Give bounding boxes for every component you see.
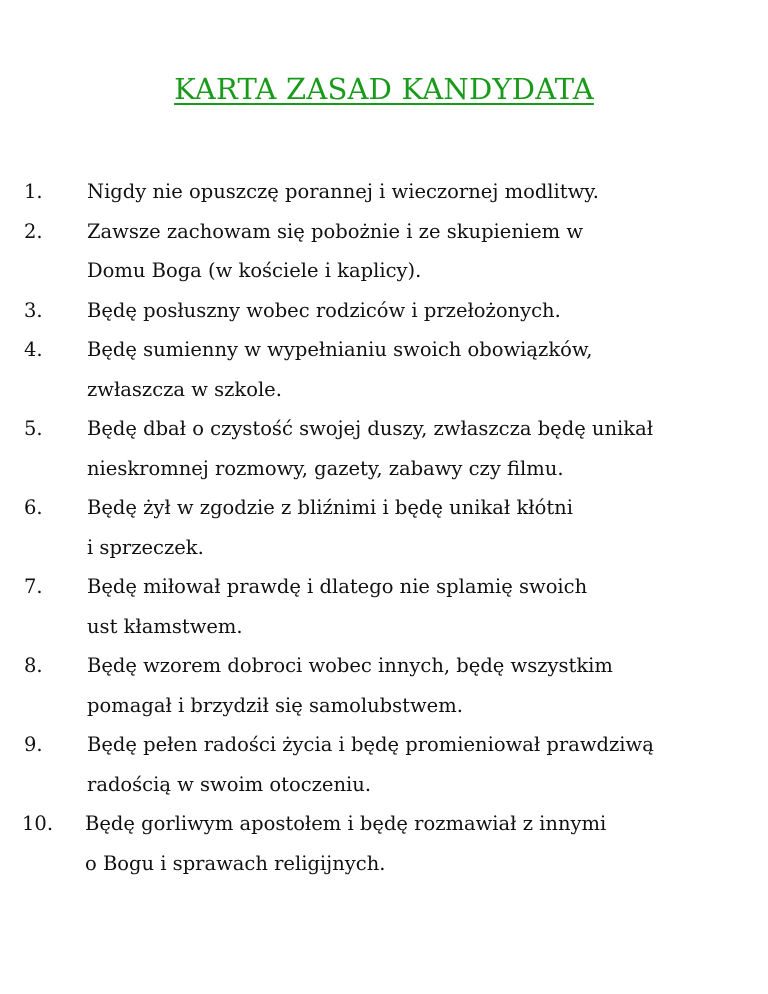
rule-line: Będę sumienny w wypełnianiu swoich obowiązków,: [87, 338, 593, 361]
rule-number: 8.: [24, 654, 43, 677]
rule-number: 1.: [24, 180, 43, 203]
rule-text: [87, 488, 742, 567]
list-item: [22, 567, 742, 646]
rule-number: 5.: [24, 417, 43, 440]
rule-text: [87, 409, 742, 488]
rule-number: 2.: [24, 219, 43, 243]
list-item: [22, 212, 742, 291]
rule-line: Będę posłuszny wobec rodziców i przełożonych.: [87, 298, 561, 322]
rule-line: Będę wzorem dobroci wobec innych, będę wszystkim: [87, 654, 613, 677]
rule-line: Będę dbał o czystość swojej duszy, zwłaszcza będę unikał: [87, 417, 654, 440]
rules-list: [22, 172, 742, 883]
rule-text: [87, 172, 742, 212]
rule-line: pomagał i brzydził się samolubstwem.: [87, 693, 463, 717]
rule-line: radością w swoim otoczeniu.: [87, 772, 372, 796]
rule-line: Domu Boga (w kościele i kaplicy).: [87, 259, 422, 282]
page-title: KARTA ZASAD KANDYDATA: [174, 72, 594, 106]
rule-number: 6.: [24, 496, 43, 519]
rule-line: nieskromnej rozmowy, gazety, zabawy czy filmu.: [87, 456, 564, 480]
list-item: [22, 804, 742, 883]
rule-line: o Bogu i sprawach religijnych.: [85, 851, 386, 875]
rule-line: Będę gorliwym apostołem i będę rozmawiał z innymi: [85, 812, 607, 835]
list-item: [22, 330, 742, 409]
rule-line: ust kłamstwem.: [87, 614, 243, 638]
rule-number: 7.: [24, 575, 43, 598]
rule-text: [87, 725, 742, 804]
rule-text: [87, 646, 742, 725]
rule-number: 10.: [22, 812, 54, 835]
rule-text: [87, 291, 742, 331]
list-item: [22, 172, 742, 212]
list-item: [22, 725, 742, 804]
rule-number: 4.: [24, 338, 43, 361]
rule-text: [85, 804, 742, 883]
rule-line: zwłaszcza w szkole.: [87, 377, 282, 401]
rule-line: Będę żył w zgodzie z bliźnimi i będę unikał kłótni: [87, 496, 573, 519]
rule-line: Zawsze zachowam się pobożnie i ze skupieniem w: [87, 219, 584, 243]
rule-number: 9.: [24, 733, 43, 756]
list-item: [22, 291, 742, 331]
rule-text: [87, 212, 742, 291]
rule-line: i sprzeczek.: [87, 535, 204, 559]
rule-number: 3.: [24, 298, 43, 322]
list-item: [22, 409, 742, 488]
rule-line: Nigdy nie opuszczę porannej i wieczornej modlitwy.: [87, 180, 599, 203]
rule-text: [87, 330, 742, 409]
rule-line: Będę miłował prawdę i dlatego nie splamię swoich: [87, 575, 588, 598]
rule-text: [87, 567, 742, 646]
list-item: [22, 646, 742, 725]
list-item: [22, 488, 742, 567]
rule-line: Będę pełen radości życia i będę promieniował prawdziwą: [87, 733, 654, 756]
